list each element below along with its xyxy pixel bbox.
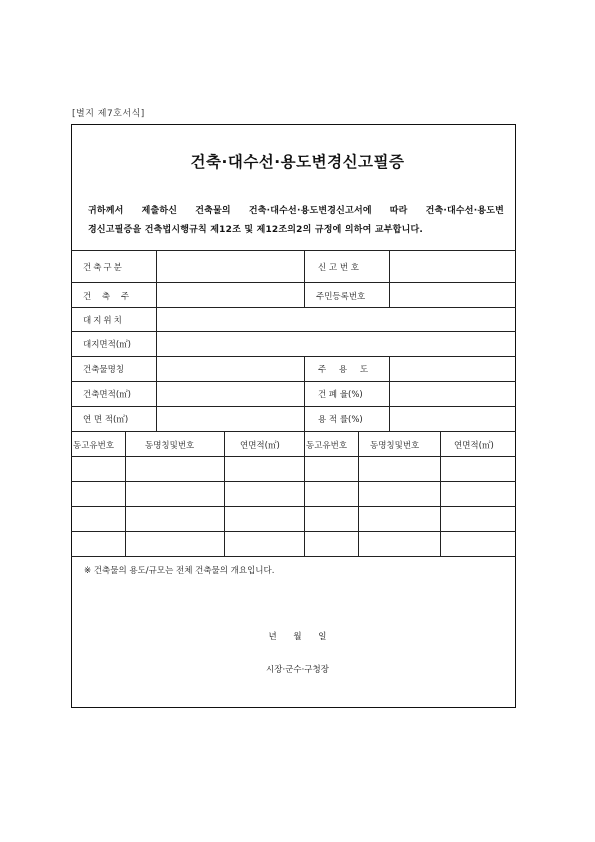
table-rule [71,431,516,432]
table-rule [71,250,516,251]
table-rule [71,381,516,382]
label-resident-number: 주민등록번호 [316,292,366,302]
header-unit-name-2: 동명칭및번호 [370,441,420,451]
footnote: ※ 건축물의 용도/규모는 전체 건축물의 개요입니다. [84,566,275,576]
form-number-label: [별지 제7호서식] [72,109,145,119]
label-report-number: 신 고 번 호 [318,263,359,273]
label-site-area: 대지면적(㎡) [83,340,131,350]
table-rule [389,356,390,431]
table-rule [304,356,305,431]
header-unit-name-1: 동명칭및번호 [145,441,195,451]
table-rule [389,250,390,307]
table-rule [358,431,359,556]
header-unit-area-1: 연면적(㎡) [240,441,280,451]
table-rule [71,556,516,557]
issue-date: 년 월 일 [268,632,327,642]
header-unit-id-1: 동고유번호 [73,441,115,451]
table-rule [125,431,126,556]
table-rule [304,250,305,307]
table-rule [71,406,516,407]
label-building-name: 건축물명칭 [83,365,125,375]
table-rule [224,431,225,556]
table-rule [71,356,516,357]
label-coverage-ratio: 건 폐 율(%) [318,390,363,400]
intro-line-1: 귀하께서 제출하신 건축물의 건축·대수선·용도변경신고서에 따라 건축·대수선·용도변 [88,206,504,216]
table-rule [71,531,516,532]
label-total-floor-area: 연 면 적(㎡) [83,415,129,425]
intro-line-2: 경신고필증을 건축법시행규칙 제12조 및 제12조의2의 규정에 의하여 교부합니다. [88,225,423,235]
table-rule [71,282,516,283]
table-rule [71,331,516,332]
label-main-use: 주 용 도 [318,365,369,375]
issuer: 시장·군수·구청장 [266,665,329,675]
header-unit-area-2: 연면적(㎡) [454,441,494,451]
table-rule [71,481,516,482]
label-floor-area-ratio: 용 적 률(%) [318,415,363,425]
intro-paragraph [88,202,504,240]
table-rule [304,431,305,556]
table-rule [71,456,516,457]
label-site-location: 대지위치 [83,316,124,326]
table-rule [440,431,441,556]
table-rule [71,307,516,308]
header-unit-id-2: 동고유번호 [306,441,348,451]
table-rule [71,506,516,507]
document-title: 건축·대수선·용도변경신고필증 [190,153,405,171]
label-owner: 건 축 주 [83,292,130,302]
label-building-area: 건축면적(㎡) [83,390,131,400]
label-building-type: 건축구분 [83,263,124,273]
table-rule [156,250,157,431]
